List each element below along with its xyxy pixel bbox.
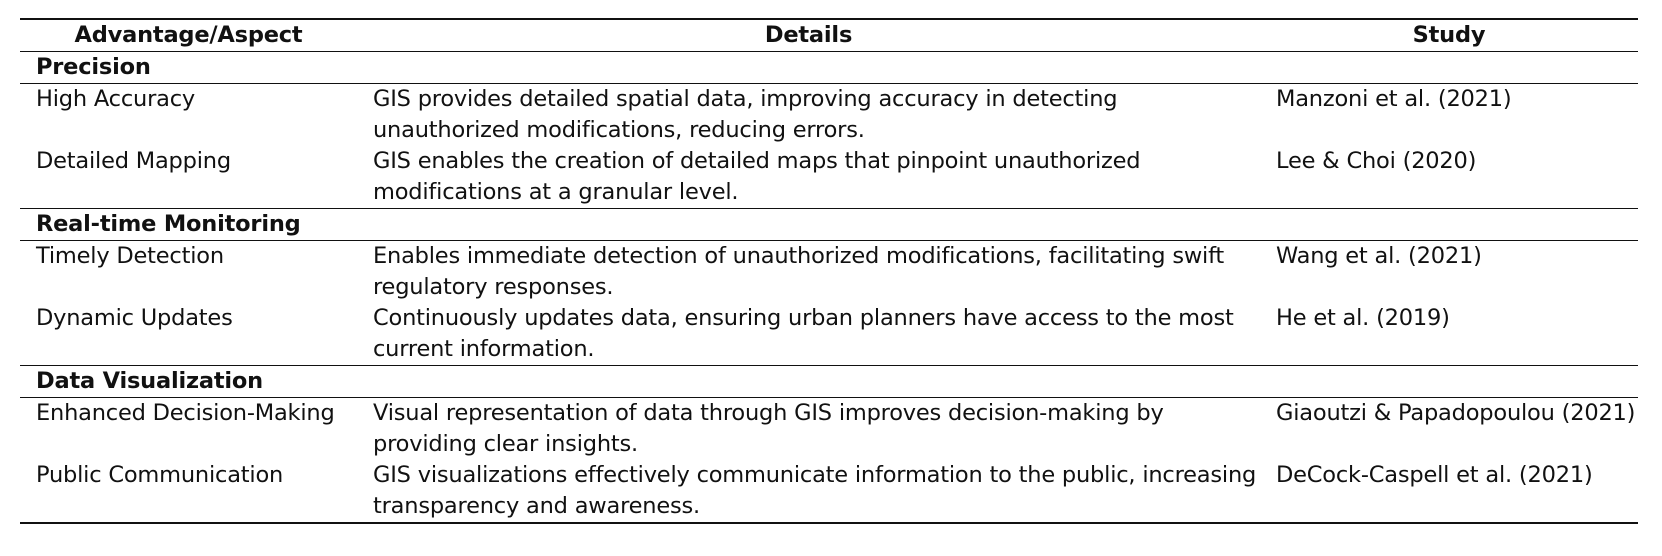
section-heading-row: [20, 209, 1638, 241]
section-heading-row: [20, 52, 1638, 84]
table-row: [20, 303, 1638, 366]
section-data-visualization: [20, 366, 1638, 524]
section-precision: [20, 52, 1638, 209]
study-cell: Wang et al. (2021): [1276, 243, 1482, 269]
aspect-cell: Dynamic Updates: [36, 305, 233, 331]
details-cell: Visual representation of data through GIS improves decision-making by providing clear insights.: [373, 400, 1164, 457]
section-heading-row: [20, 366, 1638, 398]
aspect-cell: Detailed Mapping: [36, 148, 231, 174]
aspect-cell: Timely Detection: [36, 243, 224, 269]
details-cell: Continuously updates data, ensuring urban planners have access to the most current information.: [373, 305, 1234, 362]
section-real-time-monitoring: [20, 209, 1638, 366]
study-cell: Manzoni et al. (2021): [1276, 86, 1512, 112]
section-title: Data Visualization: [36, 368, 264, 394]
table-header: [20, 19, 1638, 52]
aspect-cell: High Accuracy: [36, 86, 195, 112]
table-row: [20, 241, 1638, 304]
header-study: Study: [1412, 22, 1486, 48]
section-title: Real-time Monitoring: [36, 211, 301, 237]
header-details: Details: [764, 22, 853, 48]
details-cell: Enables immediate detection of unauthorized modifications, facilitating swift regulatory responses.: [373, 243, 1225, 300]
aspect-cell: Enhanced Decision-Making: [36, 400, 335, 426]
aspect-cell: Public Communication: [36, 462, 284, 488]
table-row: [20, 398, 1638, 461]
section-title: Precision: [36, 54, 151, 80]
study-cell: Giaoutzi & Papadopoulou (2021): [1276, 400, 1636, 426]
details-cell: GIS enables the creation of detailed maps that pinpoint unauthorized modifications at a granular level.: [373, 148, 1141, 205]
header-aspect: Advantage/Aspect: [74, 22, 303, 48]
study-cell: DeCock-Caspell et al. (2021): [1276, 462, 1593, 488]
study-cell: Lee & Choi (2020): [1276, 148, 1477, 174]
details-cell: GIS visualizations effectively communicate information to the public, increasing transparency and awareness.: [373, 462, 1257, 519]
details-cell: GIS provides detailed spatial data, improving accuracy in detecting unauthorized modifications, reducing errors.: [373, 86, 1118, 143]
table-row: [20, 460, 1638, 523]
advantages-table: [20, 18, 1638, 524]
table-row: [20, 146, 1638, 209]
table-row: [20, 84, 1638, 147]
study-cell: He et al. (2019): [1276, 305, 1450, 331]
header-row: [20, 19, 1638, 52]
